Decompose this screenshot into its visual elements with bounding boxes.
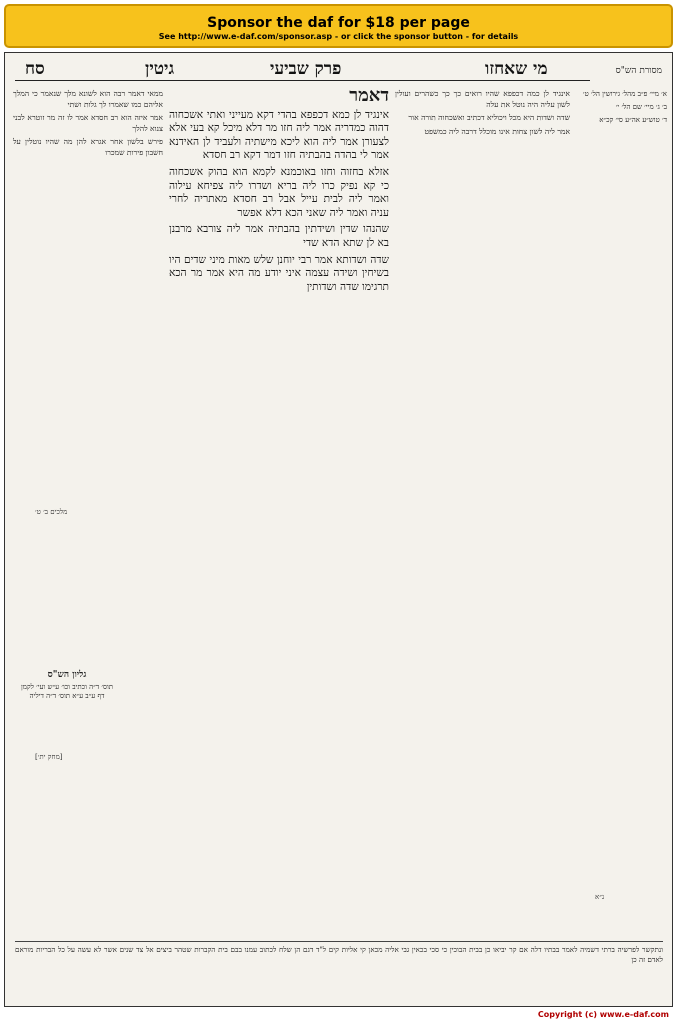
talmud-page-scan	[4, 52, 673, 1007]
tractate-name: גיטין	[145, 59, 175, 79]
commentary-paragraph: אמר איזה הוא רב חסדא אמר לו זה מר זוטרא לבני צנוא להלך	[13, 113, 163, 133]
gilayon-text: תוס׳ ד״ה וכתיב וכו׳ ע״ש ועי׳ לקמן דף ע״ב ע״א תוס׳ ד״ה דיליה	[20, 682, 114, 700]
gilayon-title: גליון הש"ס	[47, 670, 87, 680]
side-reference-note: [מחק ית׳]	[35, 753, 63, 761]
gemara-opening-word: דאמר	[349, 89, 389, 106]
commentary-paragraph: שדה ושדות היא מכל ויכוליא דכתיב ואשכחוה תורה אור	[408, 113, 570, 123]
side-reference-note: נ״א	[595, 893, 605, 901]
copyright-link[interactable]: Copyright (c) www.e-daf.com	[537, 1010, 669, 1019]
gilayon-hashas-box	[17, 671, 117, 702]
sponsor-banner[interactable]	[4, 4, 673, 48]
gemara-paragraph: שדה ושדותא אמר רבי יוחנן שלש מאות מיני שדים היו בשיחין ושידה עצמה איני יודע מה היא אמר מר הכא תרגימו שדה ושדותין	[169, 253, 389, 293]
page-footer-notes: ונתקשר לפרשיה ברתי דשמיה לאמר בבתיו דלה אם קר יביאו כן בבית הבוכין כי סכי בכאין גבי אליה מכאן קי אליות קים ל"ד דגם הן שלח לכתוב עמנו בבם בית הקברות שטהר ביצים אל צד שנים אשר לא עשה על כל הבריות מוראם לאדם זה כן	[15, 941, 663, 997]
chapter-name: מי שאחזו	[485, 59, 548, 79]
folio-number: סח	[25, 59, 45, 79]
commentary-paragraph: אינגיד לן כמה דכפפא שהיו רואים כך כך כשהרים ועולין לשון עליה היה נוטל את עלה	[395, 89, 570, 109]
margin-note: ב׳ ג׳ מיי׳ שם הל׳ י׳	[615, 103, 667, 111]
margin-references	[575, 89, 667, 939]
gemara-column	[169, 89, 389, 939]
side-reference-note: מלכים ב׳ ט׳	[35, 508, 68, 516]
commentary-paragraph: ממאי דאמר רבה הוא לשונא מלך שנאמר כי המלך אליהם כמו שאמרו לך גלות ושתי	[13, 89, 163, 109]
gemara-paragraph: שהנהו שדין ושידתין בהבתיה אמר ליה צורבא מרבנן בא לן שתא הדא שדי	[169, 223, 389, 249]
margin-note: ד׳ טוש״ע אה״ע סי׳ קכ״א	[599, 116, 667, 124]
commentary-column-right	[395, 89, 570, 939]
sponsor-title[interactable]: Sponsor the daf for $18 per page	[207, 15, 470, 31]
gemara-paragraph: אזלא בחזוה וחזו באוכמנא לקמא הוא בהוק אשכחוה כי קא נפיק כרו ליה בריא ושדרו ליה צפיחא עילוה ואמר ליה לבית עייל אבל רב חסדא מאתריה לחרי עניה ואמר ליה שאני הכא דלא אפשר	[169, 165, 389, 219]
commentary-paragraph: פירש בלשון אחר אגרא להן מה שהיו נוטלין על חשבון פירות שמכרו	[13, 137, 163, 157]
page-header	[15, 59, 590, 81]
sponsor-subtitle[interactable]: See http://www.e-daf.com/sponsor.asp - or click the sponsor button - for details	[158, 32, 519, 41]
gemara-paragraph: אינגיד לן כמא דכפפא בהדי דקא מעייני ואתי אשכחוה דהוה כמדריה אמר ליה חזו מר דלא מיכל קא בעי אלא לצעורן אמר ליה הוא ליכא מישתיה ולעביד לן האידנא אמר לי בהדה בהבתיה חזו דמר דקא רב חסדא	[169, 108, 389, 162]
commentary-paragraph: אמר ליה לשון צחות אינו מוכלל דרבה ליה כמשפט	[424, 126, 570, 136]
margin-title: מסורת הש"ס	[615, 66, 662, 76]
margin-note: א׳ מיי׳ פ״ב מהל׳ גירושין הל׳ ט׳	[582, 90, 667, 98]
chapter-number: פרק שביעי	[270, 59, 342, 79]
